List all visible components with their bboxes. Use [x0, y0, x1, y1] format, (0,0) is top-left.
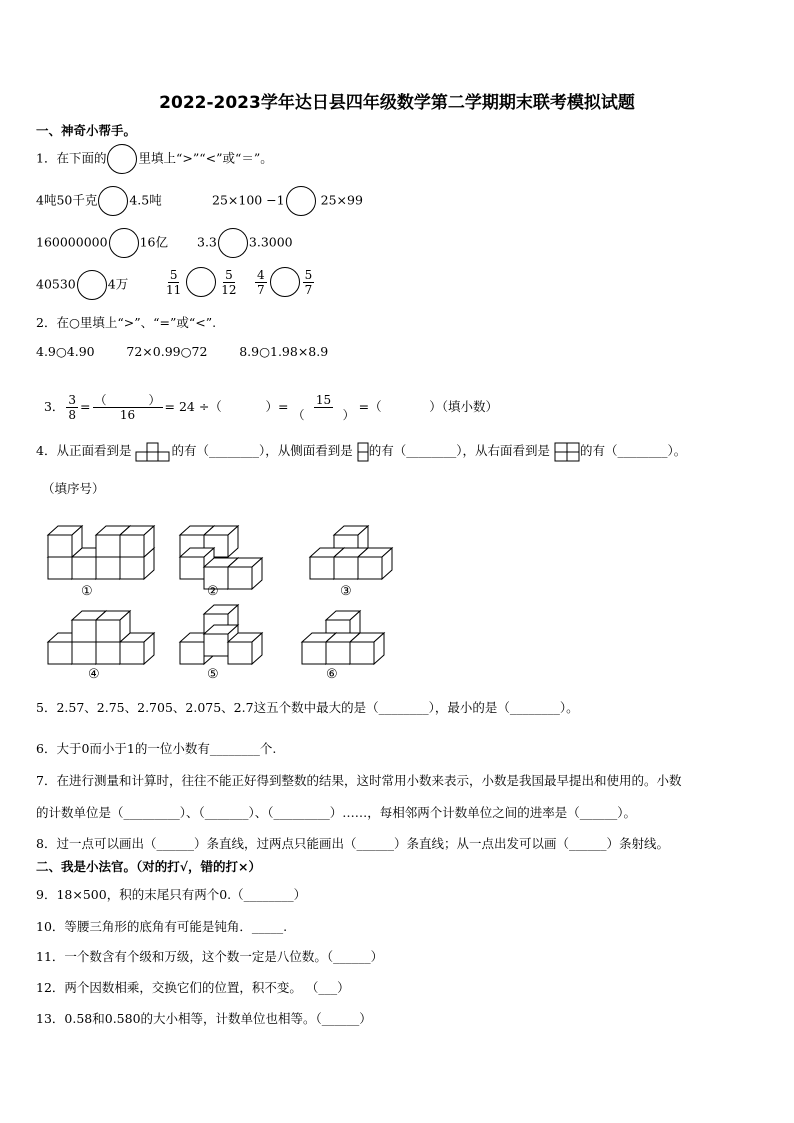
q1-row3-item-c: [253, 267, 316, 297]
q1-row3a-right: 4万: [107, 276, 129, 292]
question-13: 13．0.58和0.580的大小相等，计数单位也相等。（______）: [36, 1011, 372, 1026]
section-heading-2: 二、我是小法官。（对的打√，错的打×）: [36, 859, 261, 874]
q1-row1a-left: 4吨50千克: [36, 192, 98, 208]
q1-row1-item-b: [212, 186, 363, 216]
q1-row1b-right: 25×99: [320, 192, 363, 208]
front-view-icon: [135, 442, 171, 462]
page-title: 2022-2023学年达日县四年级数学第二学期期末联考模拟试题: [159, 93, 635, 113]
answer-circle[interactable]: [270, 267, 300, 297]
q1-row1a-right: 4.5吨: [129, 192, 162, 208]
fraction-blank[interactable]: $\frac{( )}{16}$: [94, 393, 161, 422]
question-1-prompt: [36, 144, 273, 174]
figure-label-1: ①: [81, 584, 93, 599]
fraction: $\frac{5}{7}$: [304, 267, 313, 297]
q1-row1b-left: 25×100 −1: [212, 192, 285, 208]
figure-2: [180, 526, 262, 589]
figure-label-4: ④: [88, 667, 100, 682]
fraction: $\frac{4}{7}$: [257, 267, 265, 297]
answer-circle[interactable]: [109, 228, 139, 258]
question-12: 12．两个因数相乘，交换它们的位置，积不变。 （___）: [36, 980, 350, 995]
section-heading-1: 一、神奇小帮手。: [36, 123, 137, 138]
answer-circle[interactable]: [107, 144, 137, 174]
question-9: 9．18×500，积的末尾只有两个0.（________）: [36, 887, 307, 902]
figure-4: [48, 611, 154, 664]
q1-row2-item-b: [197, 228, 293, 258]
fraction: $\frac{3}{8}$: [68, 393, 77, 422]
fraction: $\frac{5}{12}$: [221, 267, 237, 297]
question-11: 11．一个数含有个级和万级，这个数一定是八位数。（______）: [36, 949, 384, 964]
answer-circle[interactable]: [77, 270, 107, 300]
figure-label-5: ⑤: [207, 667, 219, 682]
question-6: 6．大于0而小于1的一位小数有________个.: [36, 741, 277, 756]
figure-6: [302, 611, 384, 664]
q1-row2b-right: 3.3000: [248, 234, 293, 250]
question-10: 10．等腰三角形的底角有可能是钝角．_____.: [36, 919, 288, 934]
q1-row1-item-a: [36, 186, 162, 216]
q1-row2b-left: 3.3: [197, 234, 217, 250]
q1-row2-item-a: [36, 228, 168, 258]
q1-row2a-left: 160000000: [36, 234, 108, 250]
figure-3: [310, 526, 392, 579]
figure-label-6: ⑥: [326, 667, 338, 682]
question-8: 8．过一点可以画出（______）条直线，过两点只能画出（______）条直线；从一点出发可以画（______）条射线。: [36, 836, 669, 851]
q1-prompt-b: 里填上“>”“<”或“＝”。: [138, 150, 273, 166]
answer-circle[interactable]: [286, 186, 316, 216]
question-7-line-1: 7．在进行测量和计算时，往往不能正好得到整数的结果，这时常用小数来表示，小数是我国最早提出和使用的。小数: [36, 773, 682, 788]
answer-circle[interactable]: [98, 186, 128, 216]
q1-prompt-a: 1．在下面的: [36, 150, 107, 166]
figure-5: [180, 605, 262, 664]
question-2-items: 4.9○4.90 72×0.99○72 8.9○1.98×8.9: [36, 344, 329, 359]
question-7-line-2: 的计数单位是（_________）、（_______）、（_________）……，每相邻两个计数单位之间的进率是（______）。: [36, 805, 637, 820]
answer-circle[interactable]: [218, 228, 248, 258]
q4-note: （填序号）: [42, 481, 105, 496]
q3-number: 3．: [43, 399, 65, 414]
figure-label-2: ②: [207, 584, 219, 599]
answer-circle[interactable]: [186, 267, 216, 297]
figure-1: [48, 526, 154, 579]
question-3: 3． $\frac{3}{8}$ = $\frac{( )}{16}$ = 24 ÷（ ）= $\frac{15}{( )}$ =（ ）（填小数）: [43, 393, 499, 422]
q1-row3-item-b: [162, 267, 241, 297]
figure-label-3: ③: [340, 584, 352, 599]
q1-row3a-left: 40530: [36, 276, 76, 292]
side-view-icon: [357, 442, 369, 462]
q1-row2a-right: 16亿: [139, 234, 168, 250]
q1-row3-item-a: [36, 270, 128, 300]
right-view-icon: [554, 442, 580, 462]
fraction: $\frac{5}{11}$: [166, 267, 182, 297]
question-2-prompt: 2．在○里填上“>”、“=”或“<”.: [36, 315, 217, 330]
question-4: 4．从正面看到是 的有（________），从侧面看到是 的有（________），从右面看到是 的有（________）。: [36, 441, 686, 462]
fraction-blank[interactable]: $\frac{15}{( )}$: [292, 393, 355, 422]
question-5: 5．2.57、2.75、2.705、2.075、2.7这五个数中最大的是（________），最小的是（________）。: [36, 700, 579, 715]
